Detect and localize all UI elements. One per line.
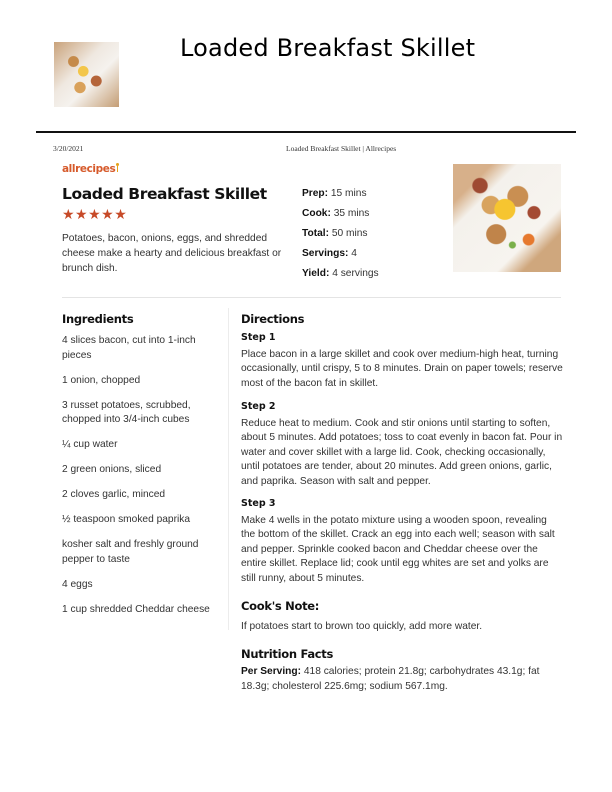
meta-label: Servings: (302, 248, 349, 259)
direction-step-3 (241, 497, 563, 587)
ingredients-list (62, 334, 222, 628)
meta-label: Total: (302, 228, 329, 239)
nutrition-heading: Nutrition Facts (241, 647, 334, 661)
print-date: 3/20/2021 (53, 144, 84, 153)
ingredient-item: kosher salt and freshly ground pepper to taste (62, 539, 199, 565)
ingredient-item: 4 eggs (62, 578, 93, 590)
step-label: Step 2 (241, 401, 276, 412)
recipe-title: Loaded Breakfast Skillet (62, 185, 267, 203)
step-text: Place bacon in a large skillet and cook over medium-high heat, turning occasionally, until crispy, 5 to 8 minutes. Drain on paper towels; reserve most of the bacon fat in skillet. (241, 348, 563, 389)
cover-divider (36, 131, 576, 133)
column-divider (228, 308, 229, 630)
nutrition-values: 418 calories; protein 21.8g; carbohydrates 43.1g; fat 18.3g; cholesterol 225.6mg; sodium 567.1mg. (241, 666, 540, 692)
recipe-thumbnail (54, 42, 119, 107)
meta-prep (302, 188, 379, 208)
ingredient-item: 3 russet potatoes, scrubbed, chopped into 3/4-inch cubes (62, 399, 191, 425)
meta-total (302, 228, 379, 248)
recipe-photo (453, 164, 561, 272)
logo-text: allrecipes (62, 163, 116, 175)
meta-servings (302, 248, 379, 268)
ingredient-item: 4 slices bacon, cut into 1-inch pieces (62, 335, 196, 361)
ingredient-item: ¼ cup water (62, 439, 118, 450)
ingredient-item: ½ teaspoon smoked paprika (62, 514, 190, 525)
meta-value: 4 servings (332, 268, 379, 279)
rating-stars-icon: ★★★★★ (62, 206, 128, 222)
step-label: Step 3 (241, 498, 276, 509)
direction-step-1 (241, 331, 563, 391)
meta-yield (302, 268, 379, 288)
meta-value: 4 (351, 248, 357, 259)
meta-value: 50 mins (331, 228, 368, 239)
cooks-note-text: If potatoes start to brown too quickly, add more water. (241, 621, 483, 632)
nutrition-label: Per Serving: (241, 666, 302, 677)
spoon-icon (116, 163, 119, 172)
step-text: Reduce heat to medium. Cook and stir onions until starting to soften, about 5 minutes. Add potatoes; toss to coat evenly in bacon fat. Pour in water and cover skillet with a large lid. Cook, checking occasionally, until potatoes are tender, about 20 minutes. Add green onions, garlic, and paprika. Season with salt and pepper. (241, 417, 563, 487)
section-divider (62, 297, 561, 298)
cover-title: Loaded Breakfast Skillet (180, 34, 476, 62)
print-page-title: Loaded Breakfast Skillet | Allrecipes (286, 144, 397, 153)
cooks-note-heading: Cook's Note: (241, 599, 320, 613)
direction-step-2 (241, 400, 563, 490)
ingredients-heading: Ingredients (62, 312, 134, 326)
step-text: Make 4 wells in the potato mixture using a wooden spoon, revealing the bottom of the skillet. Crack an egg into each well; season with salt and pepper. Sprinkle cooked bacon and Cheddar cheese over the entire skillet. Replace lid; cook until egg whites are set and yolks are still runny, about 5 minutes. (241, 514, 555, 584)
meta-label: Yield: (302, 268, 330, 279)
ingredient-item: 1 cup shredded Cheddar cheese (62, 603, 210, 615)
meta-cook (302, 208, 379, 228)
nutrition-text (241, 665, 563, 694)
allrecipes-logo[interactable] (62, 163, 119, 175)
ingredient-item: 2 cloves garlic, minced (62, 489, 166, 500)
ingredient-item: 1 onion, chopped (62, 374, 141, 386)
meta-label: Cook: (302, 208, 331, 219)
meta-label: Prep: (302, 188, 329, 199)
directions-heading: Directions (241, 312, 305, 326)
meta-value: 35 mins (333, 208, 370, 219)
meta-value: 15 mins (330, 188, 367, 199)
ingredient-item: 2 green onions, sliced (62, 464, 162, 475)
recipe-summary: Potatoes, bacon, onions, eggs, and shredded cheese make a hearty and delicious breakfast or brunch dish. (62, 233, 282, 274)
step-label: Step 1 (241, 332, 276, 343)
recipe-meta (302, 188, 379, 288)
